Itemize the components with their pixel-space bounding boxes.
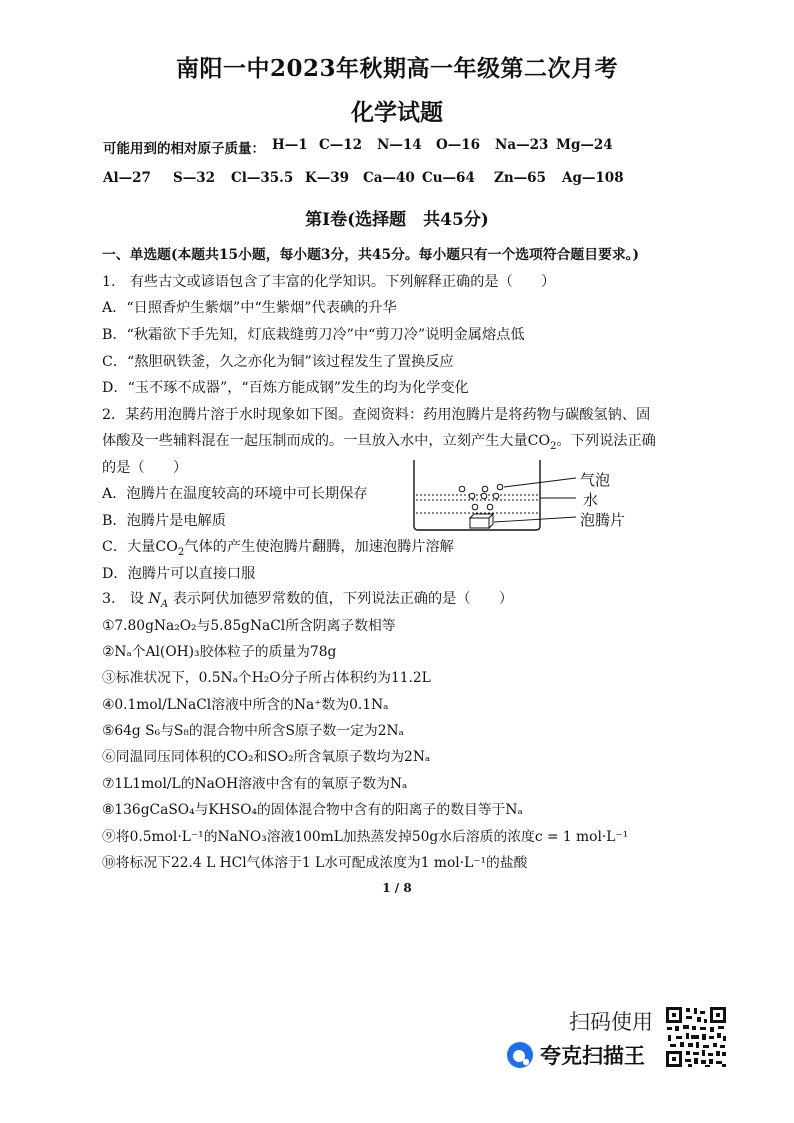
mass-ag: Ag—108 <box>562 170 624 186</box>
q1-option-d: D．“玉不琢不成器”，“百炼方能成钢”发生的均为化学变化 <box>102 380 469 396</box>
q3-item-5: ⑤64g S₆与S₈的混合物中所含S原子数一定为2Nₐ <box>102 723 404 739</box>
q2-stem-line-2: 体酸及一些辅料混在一起压制而成的。一旦放入水中，立刻产生大量$CO_2$。下列说法正确 <box>102 433 656 452</box>
mass-k: K—39 <box>305 170 350 186</box>
atomic-mass-row-2 <box>0 170 794 190</box>
q3-item-9: ⑨将0.5mol·L⁻¹的NaNO₃溶液100mL加热蒸发掉50g水后溶质的浓度c = 1 mol·L⁻¹ <box>102 829 629 845</box>
scan-prompt: 扫码使用 <box>569 1010 653 1034</box>
mass-cu: Cu—64 <box>422 170 475 186</box>
q2-option-c: C．大量$CO_2$气体的产生使泡腾片翻腾，加速泡腾片溶解 <box>102 539 454 558</box>
q3-item-3: ③标准状况下，0.5Nₐ个H₂O分子所占体积约为11.2L <box>102 670 431 686</box>
q2-option-b: B．泡腾片是电解质 <box>102 513 226 529</box>
q3-item-4: ④0.1mol/LNaCl溶液中所含的Na⁺数为0.1Nₐ <box>102 697 389 713</box>
section-instruction: 一、单选题(本题共15小题，每小题3分，共45分。每小题只有一个选项符合题目要求。) <box>102 247 640 263</box>
mass-mg: Mg—24 <box>556 137 613 153</box>
mass-s: S—32 <box>173 170 216 186</box>
atomic-mass-label: 可能用到的相对原子质量： <box>103 141 265 157</box>
q1-stem: 1. 有些古文或谚语包含了丰富的化学知识。下列解释正确的是（ ） <box>102 274 556 290</box>
mass-zn: Zn—65 <box>494 170 546 186</box>
q3-item-6: ⑥同温同压同体积的CO₂和SO₂所含氧原子数均为2Nₐ <box>102 749 431 765</box>
mass-na: Na—23 <box>495 137 549 153</box>
scanner-brand <box>506 1040 645 1070</box>
label-tablet: 泡腾片 <box>580 511 626 529</box>
quark-logo-icon <box>506 1041 534 1069</box>
q2-stem-line-1: 2．某药用泡腾片溶于水时现象如下图。查阅资料：药用泡腾片是将药物与碳酸氢钠、固 <box>102 407 651 423</box>
bubble-group <box>459 484 503 510</box>
q3-item-2: ②Nₐ个Al(OH)₃胶体粒子的质量为78g <box>102 644 337 660</box>
q3-item-8: ⑧136gCaSO₄与KHSO₄的固体混合物中含有的阳离子的数目等于Nₐ <box>102 802 523 818</box>
exam-title: 南阳一中2023年秋期高一年级第二次月考 <box>175 55 618 82</box>
q3-item-10: ⑩将标况下22.4 L HCl气体溶于1 L水可配成浓度为1 mol·L⁻¹的盐酸 <box>102 855 528 871</box>
mass-n: N—14 <box>377 137 422 153</box>
mass-c: C—12 <box>319 137 363 153</box>
qr-code-icon[interactable] <box>664 1005 728 1069</box>
q3-item-1: ①7.80gNa₂O₂与5.85gNaCl所含阴离子数相等 <box>102 618 396 634</box>
atomic-mass-row-1 <box>0 137 794 157</box>
q2-stem-line-3: 的是（ ） <box>102 460 188 476</box>
mass-h: H—1 <box>272 137 308 153</box>
q1-option-c: C．“熬胆矾铁釜，久之亦化为铜”该过程发生了置换反应 <box>102 354 454 370</box>
q2-option-a: A．泡腾片在温度较高的环境中可长期保存 <box>102 486 368 502</box>
label-water: 水 <box>583 491 599 509</box>
mass-o: O—16 <box>436 137 481 153</box>
mass-al: Al—27 <box>103 170 151 186</box>
label-bubble: 气泡 <box>580 471 611 489</box>
exam-subtitle: 化学试题 <box>351 99 443 126</box>
q1-option-b: B．“秋霜欲下手先知，灯底栽缝剪刀冷”中“剪刀冷”说明金属熔点低 <box>102 327 525 343</box>
section-title: 第Ⅰ卷(选择题 共45分) <box>305 210 489 230</box>
tablet-shape <box>470 514 493 528</box>
q3-stem: 3. 设 $N_A$ 表示阿伏加德罗常数的值，下列说法正确的是（ ） <box>102 591 514 610</box>
mass-cl: Cl—35.5 <box>231 170 294 186</box>
page-number: 1 / 8 <box>382 881 412 895</box>
q3-item-7: ⑦1L1mol/L的NaOH溶液中含有的氧原子数为Nₐ <box>102 776 408 792</box>
mass-ca: Ca—40 <box>363 170 415 186</box>
brand-name: 夸克扫描王 <box>540 1044 645 1068</box>
q1-option-a: A．“日照香炉生紫烟”中“生紫烟”代表碘的升华 <box>102 300 397 316</box>
q2-option-d: D．泡腾片可以直接口服 <box>102 566 256 582</box>
tablet-pointer <box>494 517 576 522</box>
